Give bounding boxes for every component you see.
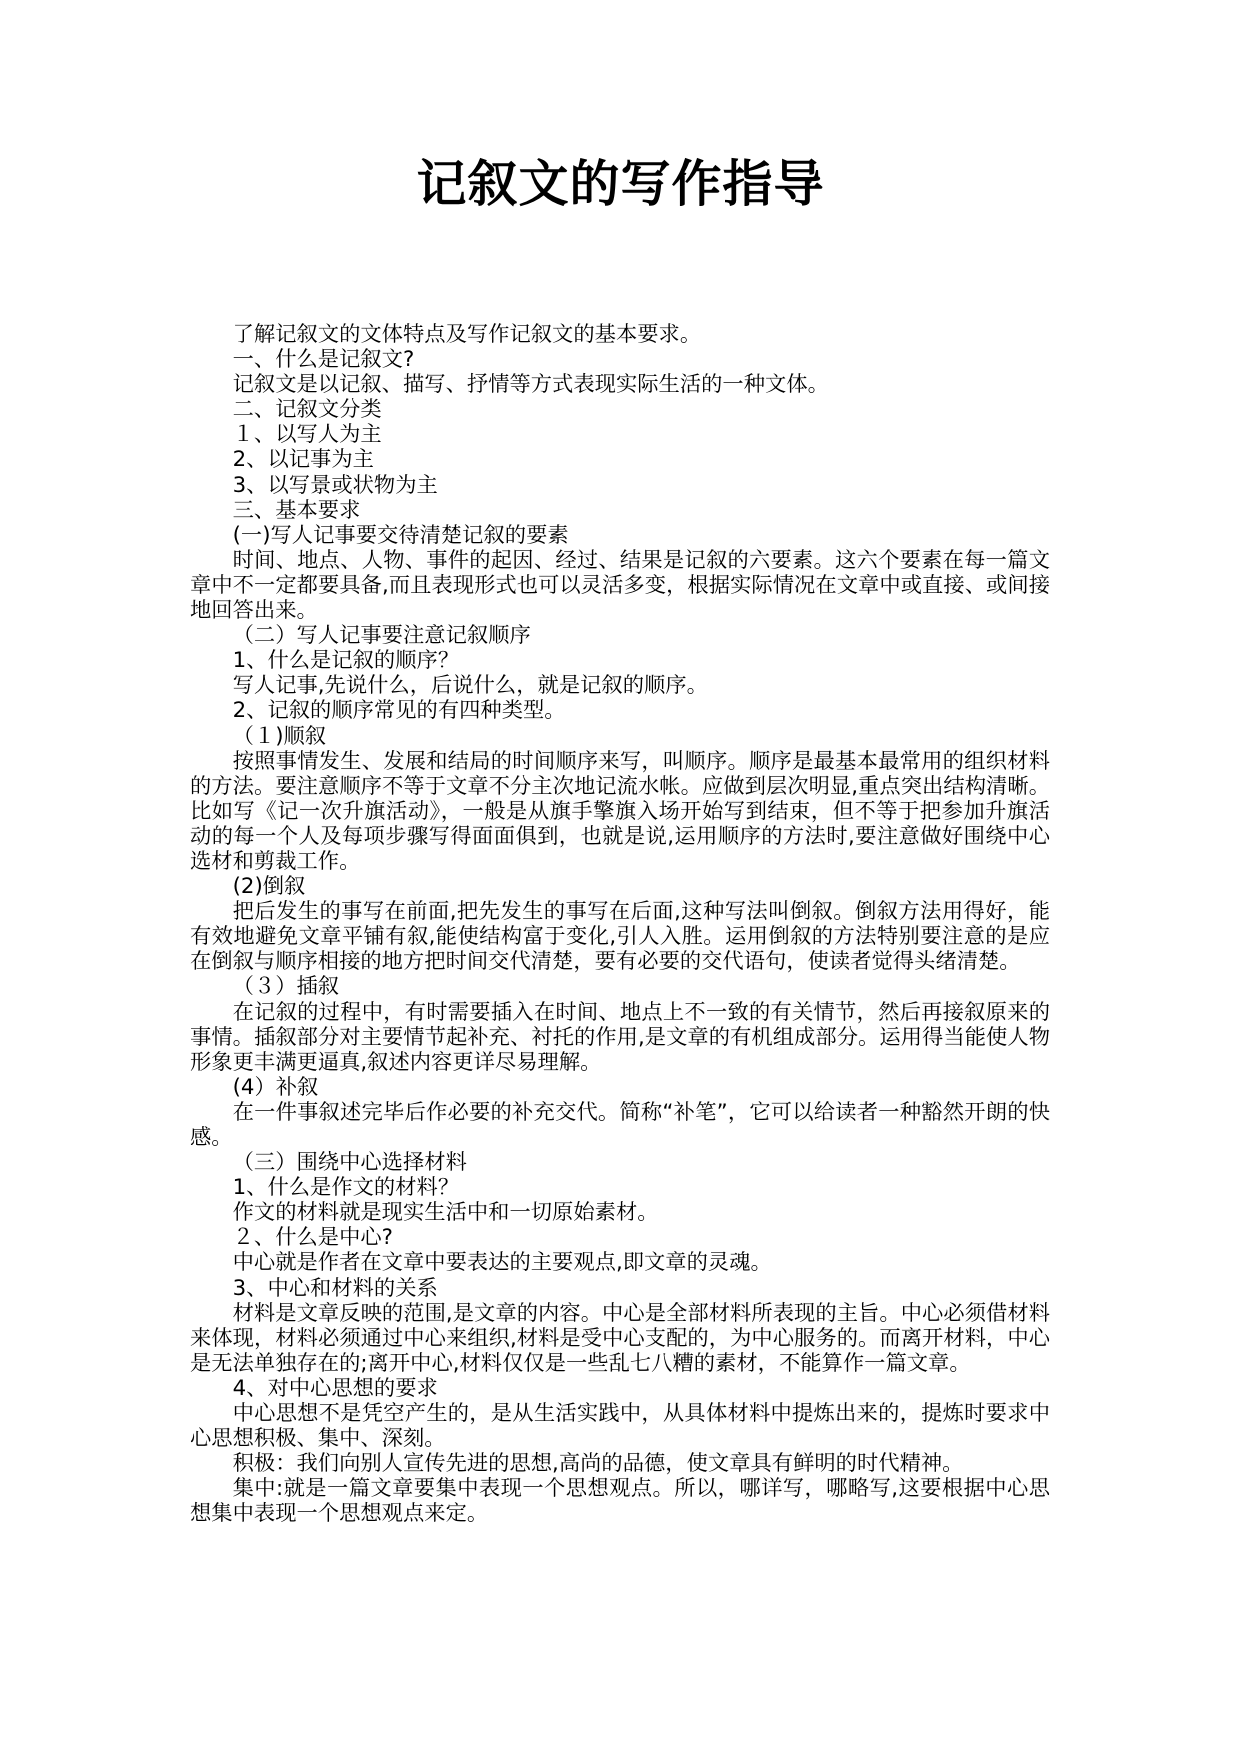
paragraph: 中心思想不是凭空产生的，是从生活实践中，从具体材料中提炼出来的，提炼时要求中心思想积极、集中、深刻。	[190, 1401, 1050, 1452]
paragraph: 3、以写景或状物为主	[232, 472, 438, 498]
paragraph: 记叙文是以记叙、描写、抒情等方式表现实际生活的一种文体。	[232, 372, 829, 398]
paragraph: 三、基本要求	[232, 497, 361, 523]
paragraph: 2、以记事为主	[232, 447, 374, 473]
paragraph: (4）补叙	[232, 1074, 319, 1100]
paragraph: 写人记事,先说什么，后说什么，就是记叙的顺序。	[232, 673, 708, 699]
paragraph: １、以写人为主	[232, 422, 382, 448]
paragraph: 4、对中心思想的要求	[232, 1375, 438, 1401]
paragraph: （１)顺叙	[232, 723, 327, 749]
paragraph: 积极：我们向别人宣传先进的思想,高尚的品德，使文章具有鲜明的时代精神。	[232, 1451, 964, 1477]
paragraph: 一、什么是记叙文?	[232, 347, 415, 373]
paragraph: 在一件事叙述完毕后作必要的补充交代。简称“补笔”，它可以给读者一种豁然开朗的快感。	[190, 1099, 1050, 1150]
document-title: 记叙文的写作指导	[416, 155, 825, 213]
paragraph: 把后发生的事写在前面,把先发生的事写在后面,这种写法叫倒叙。倒叙方法用得好，能有效地避免文章平铺有叙,能使结构富于变化,引人入胜。运用倒叙的方法特别要注意的是应在倒叙与顺序相接的地方把时间交代清楚，要有必要的交代语句，使读者觉得头绪清楚。	[190, 899, 1050, 975]
paragraph: 时间、地点、人物、事件的起因、经过、结果是记叙的六要素。这六个要素在每一篇文章中不一定都要具备,而且表现形式也可以灵活多变，根据实际情况在文章中或直接、或间接地回答出来。	[190, 547, 1050, 624]
paragraph: 1、什么是记叙的顺序？	[232, 648, 460, 674]
paragraph: 2、记叙的顺序常见的有四种类型。	[232, 698, 566, 724]
paragraph: （三）围绕中心选择材料	[232, 1150, 467, 1176]
paragraph: 材料是文章反映的范围,是文章的内容。中心是全部材料所表现的主旨。中心必须借材料来体现，材料必须通过中心来组织,材料是受中心支配的，为中心服务的。而离开材料，中心是无法单独存在的;离开中心,材料仅仅是一些乱七八糟的素材，不能算作一篇文章。	[190, 1300, 1050, 1376]
paragraph: ２、什么是中心?	[232, 1225, 393, 1251]
paragraph: 按照事情发生、发展和结局的时间顺序来写，叫顺序。顺序是最基本最常用的组织材料的方法。要注意顺序不等于文章不分主次地记流水帐。应做到层次明显,重点突出结构清晰。比如写《记一次升旗活动》，一般是从旗手擎旗入场开始写到结束，但不等于把参加升旗活动的每一个人及每项步骤写得面面俱到，也就是说,运用顺序的方法时,要注意做好围绕中心选材和剪裁工作。	[190, 748, 1050, 874]
paragraph: 中心就是作者在文章中要表达的主要观点,即文章的灵魂。	[232, 1250, 772, 1276]
paragraph: （二）写人记事要注意记叙顺序	[232, 623, 531, 649]
paragraph: (一)写人记事要交待清楚记叙的要素	[232, 522, 569, 548]
paragraph: 集中:就是一篇文章要集中表现一个思想观点。所以，哪详写，哪略写,这要根据中心思想集中表现一个思想观点来定。	[190, 1476, 1050, 1527]
paragraph: 二、记叙文分类	[232, 397, 382, 423]
paragraph: 在记叙的过程中，有时需要插入在时间、地点上不一致的有关情节，然后再接叙原来的事情。插叙部分对主要情节起补充、衬托的作用,是文章的有机组成部分。运用得当能使人物形象更丰满更逼真,叙述内容更详尽易理解。	[190, 999, 1050, 1075]
paragraph: 了解记叙文的文体特点及写作记叙文的基本要求。	[232, 322, 702, 347]
paragraph: (2)倒叙	[232, 874, 306, 900]
document-body	[190, 322, 1050, 1527]
paragraph: 3、中心和材料的关系	[232, 1275, 438, 1301]
paragraph: 作文的材料就是现实生活中和一切原始素材。	[232, 1200, 659, 1226]
paragraph: 1、什么是作文的材料？	[232, 1175, 460, 1201]
paragraph: （３）插叙	[232, 974, 340, 1000]
